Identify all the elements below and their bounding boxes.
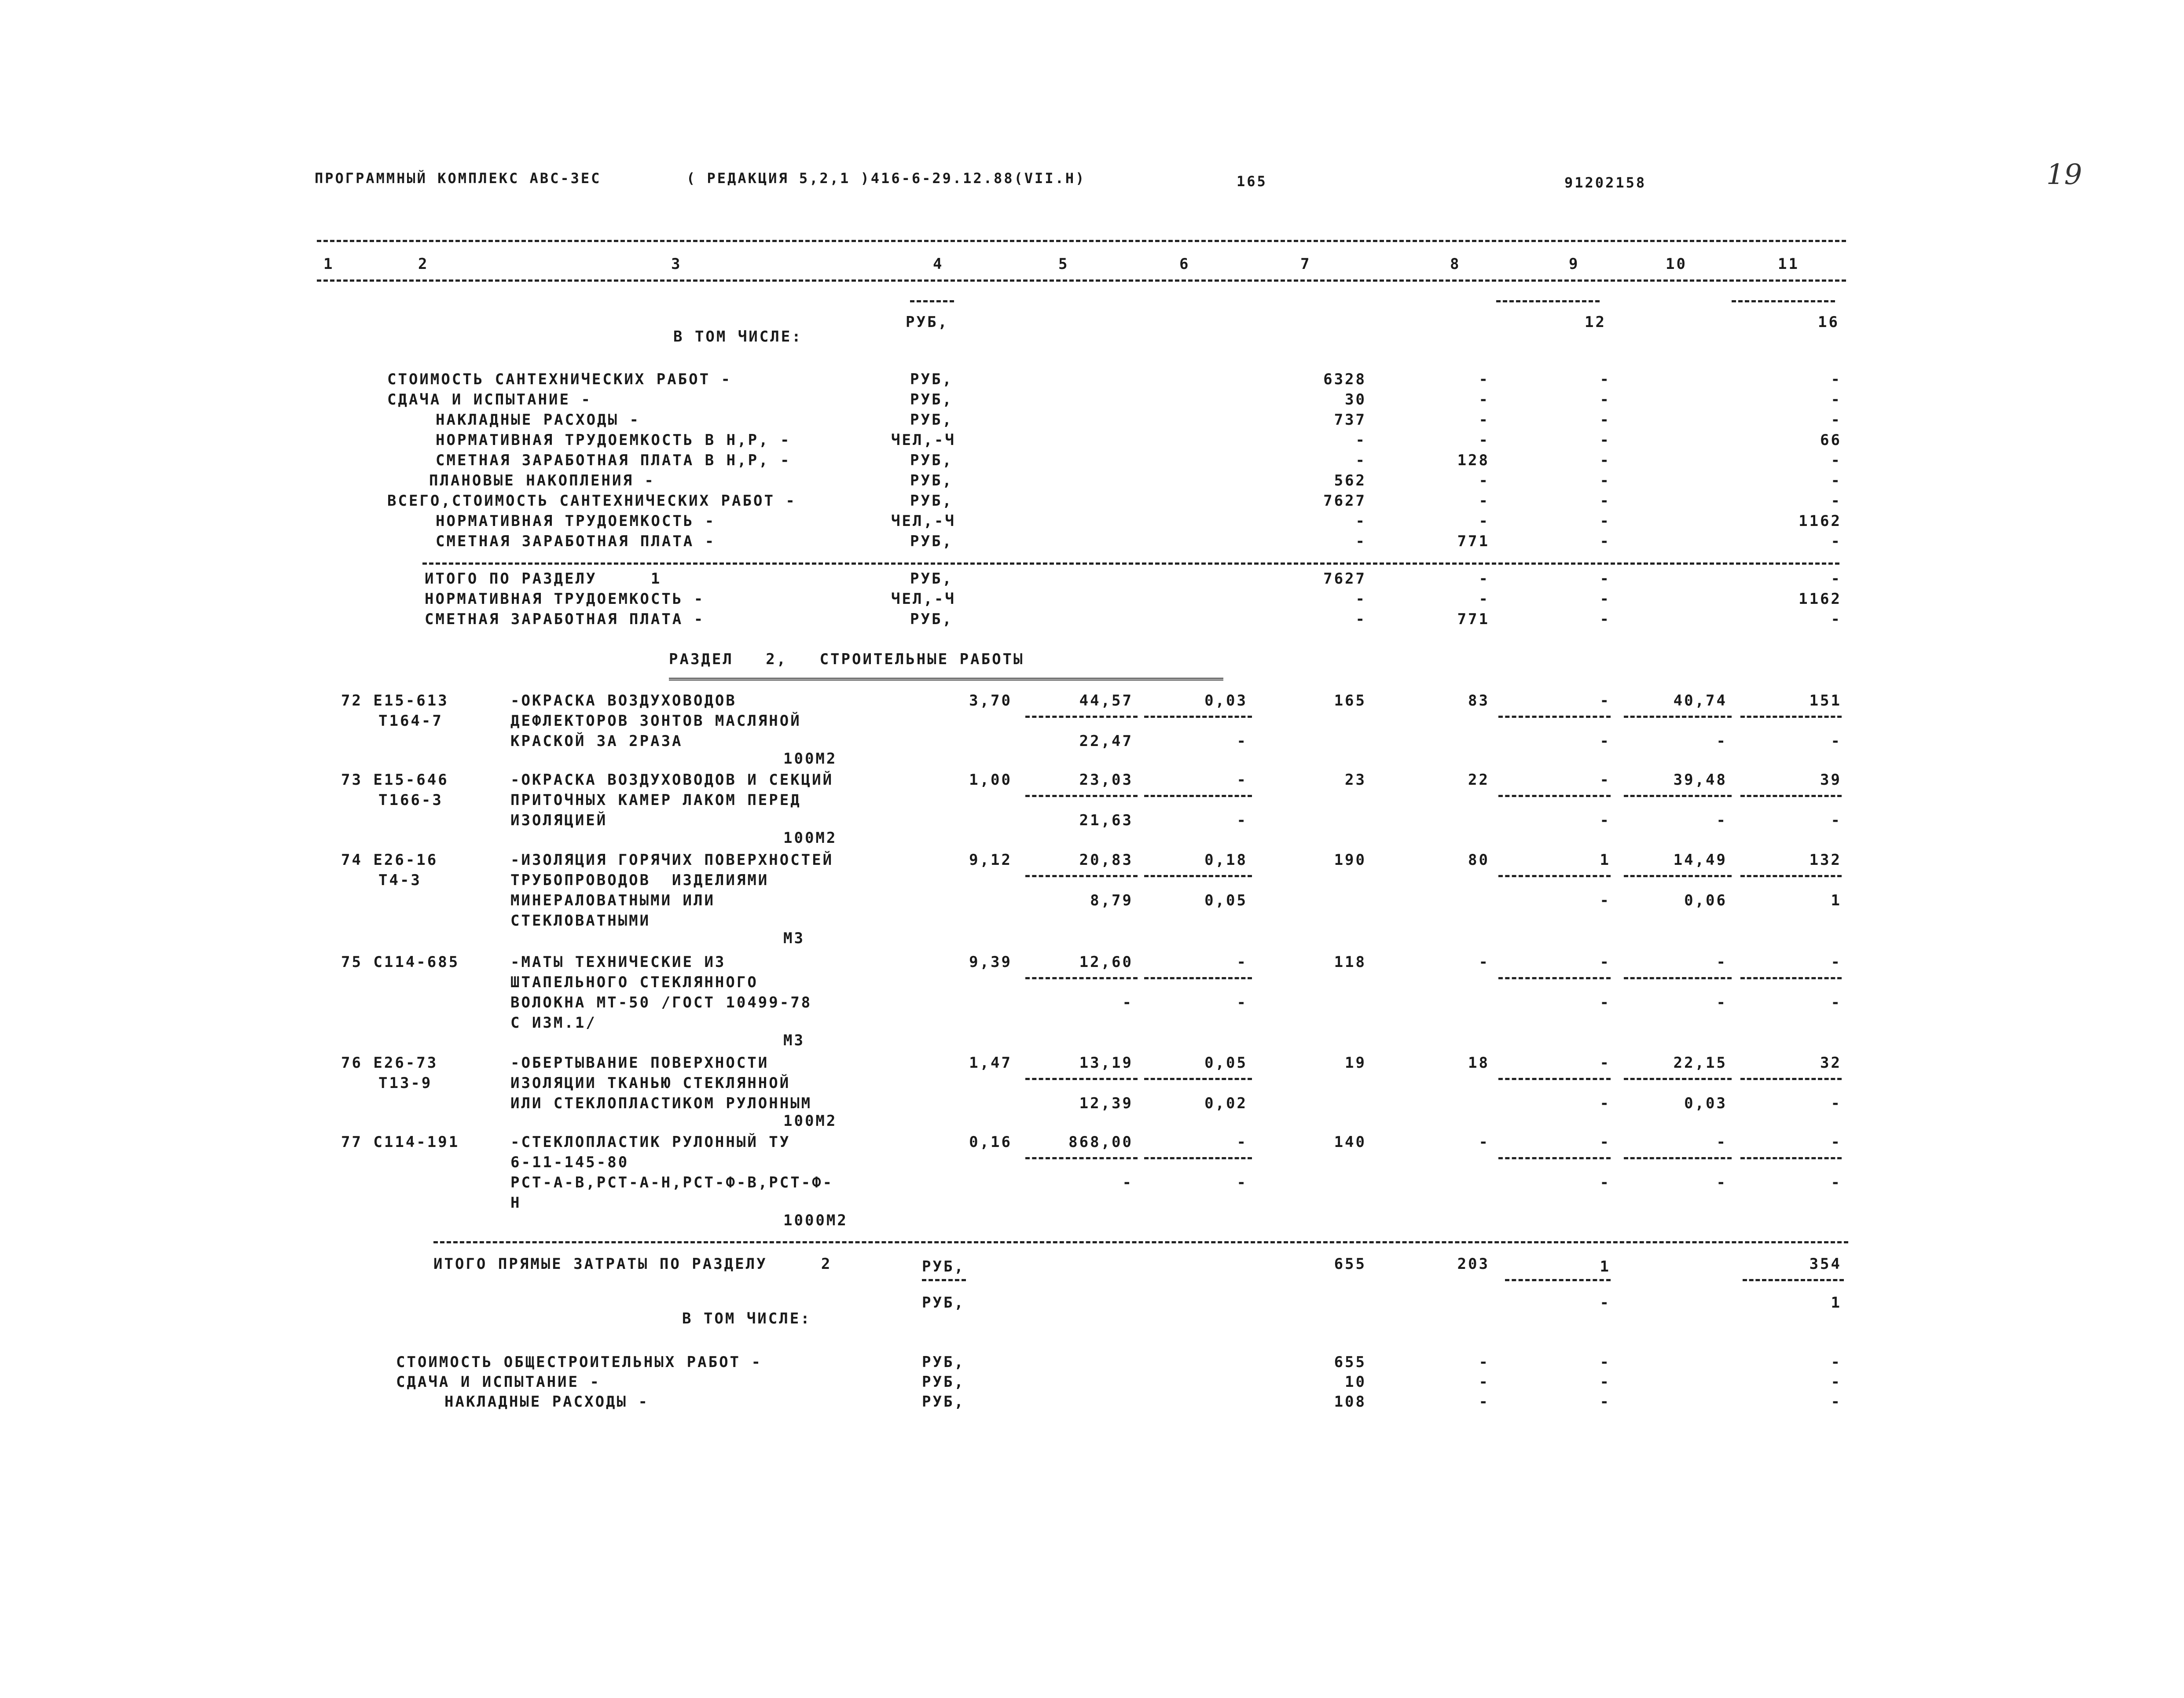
item-code: 77 С114-191 — [341, 1133, 460, 1151]
cell-c6: - — [1237, 812, 1248, 829]
cell-c9: - — [1600, 1353, 1611, 1371]
cell-c8: - — [1479, 472, 1490, 489]
cell-c8: 203 — [1457, 1255, 1490, 1273]
subtotal-dash — [910, 300, 954, 302]
summary-label: ИТОГО ПО РАЗДЕЛУ 1 — [425, 570, 662, 588]
cell-c7: 655 — [1334, 1255, 1366, 1273]
cell-c8: - — [1479, 431, 1490, 449]
cell-c6: 0,18 — [1204, 851, 1248, 869]
cell-underline — [1624, 875, 1732, 877]
cell-c6: - — [1237, 771, 1248, 789]
cell-c11: 132 — [1809, 851, 1842, 869]
cell-underline — [1025, 716, 1138, 718]
cell-c7: 190 — [1334, 851, 1366, 869]
cell-c9: - — [1600, 371, 1611, 388]
item-code: 75 С114-685 — [341, 953, 460, 971]
item-description: Н — [510, 1194, 521, 1212]
cell-c10: 0,06 — [1684, 892, 1727, 909]
cell-underline — [1025, 1157, 1138, 1159]
unit: РУБ, — [910, 452, 953, 469]
cell-underline — [1144, 1157, 1252, 1159]
cell-c4: 0,16 — [969, 1133, 1012, 1151]
column-header-5: 5 — [1058, 255, 1069, 273]
cell-c11: 32 — [1820, 1054, 1842, 1072]
item-code: 74 Е26-16 — [341, 851, 438, 869]
cell-underline — [1144, 875, 1252, 877]
unit: РУБ, — [906, 313, 949, 331]
unit: РУБ, — [922, 1393, 965, 1411]
cell-c6: - — [1237, 1174, 1248, 1191]
cell-c7: - — [1355, 610, 1366, 628]
cell-underline — [1624, 1157, 1732, 1159]
cell-c11: - — [1831, 472, 1842, 489]
cell-c4: 1,00 — [969, 771, 1012, 789]
cell-c8: 128 — [1457, 452, 1490, 469]
item-code: 76 Е26-73 — [341, 1054, 438, 1072]
cell-c10: 39,48 — [1673, 771, 1727, 789]
cell-c8: - — [1479, 590, 1490, 608]
cell-c9: - — [1600, 771, 1611, 789]
item-unit: М3 — [783, 930, 805, 947]
item-description: -МАТЫ ТЕХНИЧЕСКИЕ ИЗ — [510, 953, 726, 971]
column-header-11: 11 — [1778, 255, 1799, 273]
column-header-1: 1 — [323, 255, 334, 273]
cell-c8: - — [1479, 570, 1490, 588]
cell-c7: - — [1355, 452, 1366, 469]
summary-label: НОРМАТИВНАЯ ТРУДОЕМКОСТЬ - — [436, 512, 716, 530]
unit: РУБ, — [922, 1294, 965, 1312]
cell-c10: 22,15 — [1673, 1054, 1727, 1072]
cell-underline — [1498, 795, 1611, 797]
cell-c7: 562 — [1334, 472, 1366, 489]
item-code-secondary: Т166-3 — [378, 791, 443, 809]
cell-underline — [1144, 795, 1252, 797]
unit: РУБ, — [922, 1258, 965, 1275]
cell-c5: - — [1122, 1174, 1133, 1191]
cell-c9: - — [1600, 590, 1611, 608]
summary-label: СТОИМОСТЬ САНТЕХНИЧЕСКИХ РАБОТ - — [387, 371, 732, 388]
cell-c10: - — [1716, 1133, 1727, 1151]
cell-c11: - — [1831, 371, 1842, 388]
cell-c7: 7627 — [1323, 570, 1366, 588]
item-unit: 100М2 — [783, 829, 837, 847]
cell-c11: - — [1831, 452, 1842, 469]
column-header-6: 6 — [1179, 255, 1190, 273]
cell-c8: - — [1479, 411, 1490, 429]
cell-underline — [1498, 875, 1611, 877]
cell-c8: 18 — [1468, 1054, 1490, 1072]
column-header-7: 7 — [1300, 255, 1311, 273]
unit: РУБ, — [910, 570, 953, 588]
cell-c11: - — [1831, 570, 1842, 588]
cell-c5: - — [1122, 994, 1133, 1011]
cell-c11: 39 — [1820, 771, 1842, 789]
summary-label: СДАЧА И ИСПЫТАНИЕ - — [396, 1373, 601, 1391]
summary-label: НОРМАТИВНАЯ ТРУДОЕМКОСТЬ В Н,Р, - — [436, 431, 791, 449]
item-code: 72 Е15-613 — [341, 692, 449, 709]
item-unit: 100М2 — [783, 750, 837, 768]
cell-c8: 771 — [1457, 533, 1490, 550]
cell-c9: - — [1600, 431, 1611, 449]
document-code: 91202158 — [1564, 174, 1647, 191]
item-description: РСТ-А-В,РСТ-А-Н,РСТ-Ф-В,РСТ-Ф- — [510, 1174, 834, 1191]
header-rule-bottom — [317, 279, 1846, 282]
cell-underline — [1498, 716, 1611, 718]
cell-c9: - — [1600, 452, 1611, 469]
cell-c9: - — [1600, 1294, 1611, 1312]
cell-c7: 23 — [1345, 771, 1366, 789]
summary-label: СМЕТНАЯ ЗАРАБОТНАЯ ПЛАТА В Н,Р, - — [436, 452, 791, 469]
item-description: -ОБЕРТЫВАНИЕ ПОВЕРХНОСТИ — [510, 1054, 769, 1072]
summary-label: ПЛАНОВЫЕ НАКОПЛЕНИЯ - — [429, 472, 655, 489]
cell-c11: 1162 — [1799, 512, 1842, 530]
cell-c11: - — [1831, 1353, 1842, 1371]
cell-c10: - — [1716, 812, 1727, 829]
cell-c6: - — [1237, 732, 1248, 750]
section-rule — [433, 1241, 1848, 1243]
item-unit: 100М2 — [783, 1112, 837, 1130]
cell-c6: 0,05 — [1204, 892, 1248, 909]
unit: РУБ, — [910, 492, 953, 510]
subtotal-dash — [1732, 300, 1835, 302]
cell-c7: 10 — [1345, 1373, 1366, 1391]
section-title: РАЗДЕЛ 2, СТРОИТЕЛЬНЫЕ РАБОТЫ — [669, 651, 1024, 668]
unit: РУБ, — [910, 533, 953, 550]
cell-c9: 1 — [1600, 851, 1611, 869]
item-description: -ОКРАСКА ВОЗДУХОВОДОВ — [510, 692, 737, 709]
cell-underline — [1624, 977, 1732, 979]
cell-underline — [1740, 716, 1842, 718]
program-title: ПРОГРАММНЫЙ КОМПЛЕКС АВС-3ЕС — [315, 170, 602, 187]
cell-c10: - — [1716, 953, 1727, 971]
cell-c6: 0,03 — [1204, 692, 1248, 709]
cell-underline — [1624, 1078, 1732, 1080]
unit: РУБ, — [910, 371, 953, 388]
summary-label: СДАЧА И ИСПЫТАНИЕ - — [387, 391, 592, 408]
subtotal-dash — [1496, 300, 1600, 302]
cell-c9: - — [1600, 472, 1611, 489]
item-description: СТЕКЛОВАТНЫМИ — [510, 912, 651, 930]
cell-c7: 19 — [1345, 1054, 1366, 1072]
cell-c7: 7627 — [1323, 492, 1366, 510]
cell-c9: - — [1600, 892, 1611, 909]
item-description: ШТАПЕЛЬНОГО СТЕКЛЯННОГО — [510, 974, 758, 991]
cell-c8: - — [1479, 1393, 1490, 1411]
cell-c7: 737 — [1334, 411, 1366, 429]
cell-c5: 13,19 — [1079, 1054, 1133, 1072]
cell-c10: - — [1716, 994, 1727, 1011]
cell-c5: 8,79 — [1090, 892, 1133, 909]
cell-underline — [1743, 1279, 1844, 1281]
cell-c7: 30 — [1345, 391, 1366, 408]
cell-c9: - — [1600, 812, 1611, 829]
cell-underline — [1144, 1078, 1252, 1080]
including-label: В ТОМ ЧИСЛЕ: — [673, 328, 803, 345]
cell-underline — [1740, 1078, 1842, 1080]
unit: РУБ, — [910, 391, 953, 408]
unit: ЧЕЛ,-Ч — [891, 512, 956, 530]
item-description: -ОКРАСКА ВОЗДУХОВОДОВ И СЕКЦИЙ — [510, 771, 834, 789]
cell-c11: - — [1831, 1373, 1842, 1391]
cell-underline — [1025, 1078, 1138, 1080]
cell-c11: - — [1831, 411, 1842, 429]
cell-c8: - — [1479, 391, 1490, 408]
cell-c11: - — [1831, 812, 1842, 829]
item-code: 73 Е15-646 — [341, 771, 449, 789]
cell-c5: 12,60 — [1079, 953, 1133, 971]
cell-c11: - — [1831, 1095, 1842, 1112]
cell-c10: 40,74 — [1673, 692, 1727, 709]
cell-underline — [1498, 977, 1611, 979]
cell-c10: 14,49 — [1673, 851, 1727, 869]
cell-c5: 20,83 — [1079, 851, 1133, 869]
cell-c7: 165 — [1334, 692, 1366, 709]
cell-c8: - — [1479, 953, 1490, 971]
cell-c11: - — [1831, 1133, 1842, 1151]
cell-c7: 140 — [1334, 1133, 1366, 1151]
cell-c11: - — [1831, 1393, 1842, 1411]
item-description: ТРУБОПРОВОДОВ ИЗДЕЛИЯМИ — [510, 871, 769, 889]
cell-c6: - — [1237, 953, 1248, 971]
cell-underline — [1144, 716, 1252, 718]
cell-c4: 3,70 — [969, 692, 1012, 709]
cell-c11: - — [1831, 994, 1842, 1011]
summary-label: НАКЛАДНЫЕ РАСХОДЫ - — [444, 1393, 649, 1411]
cell-c9: - — [1600, 994, 1611, 1011]
cell-underline — [1025, 977, 1138, 979]
item-unit: 1000М2 — [783, 1212, 848, 1229]
page-number: 165 — [1237, 173, 1267, 190]
unit: РУБ, — [910, 610, 953, 628]
column-header-9: 9 — [1569, 255, 1580, 273]
cell-underline — [1740, 1157, 1842, 1159]
column-header-2: 2 — [418, 255, 429, 273]
summary-label: СТОИМОСТЬ ОБЩЕСТРОИТЕЛЬНЫХ РАБОТ - — [396, 1353, 762, 1371]
cell-underline — [1498, 1078, 1611, 1080]
cell-c8: - — [1479, 1373, 1490, 1391]
cell-c11: 1 — [1831, 892, 1842, 909]
cell-c4: 9,39 — [969, 953, 1012, 971]
cell-underline — [1740, 875, 1842, 877]
cell-c7: - — [1355, 512, 1366, 530]
cell-c6: - — [1237, 1133, 1248, 1151]
cell-underline — [1025, 795, 1138, 797]
summary-label: ВСЕГО,СТОИМОСТЬ САНТЕХНИЧЕСКИХ РАБОТ - — [387, 492, 797, 510]
cell-c7: - — [1355, 533, 1366, 550]
cell-underline — [1624, 795, 1732, 797]
item-unit: М3 — [783, 1032, 805, 1049]
cell-c9: - — [1600, 1095, 1611, 1112]
cell-c8: - — [1479, 371, 1490, 388]
cell-c11: 354 — [1809, 1255, 1842, 1273]
cell-c9: - — [1600, 1373, 1611, 1391]
cell-c7: 118 — [1334, 953, 1366, 971]
unit: РУБ, — [910, 411, 953, 429]
cell-c11: - — [1831, 1174, 1842, 1191]
cell-c5: 44,57 — [1079, 692, 1133, 709]
cell-c5: 21,63 — [1079, 812, 1133, 829]
unit: РУБ, — [922, 1373, 965, 1391]
cell-c8: - — [1479, 1353, 1490, 1371]
summary-label: СМЕТНАЯ ЗАРАБОТНАЯ ПЛАТА - — [436, 533, 716, 550]
cell-c11: - — [1831, 732, 1842, 750]
unit: РУБ, — [922, 1353, 965, 1371]
cell-underline — [1624, 716, 1732, 718]
item-description: ИЗОЛЯЦИИ ТКАНЬЮ СТЕКЛЯННОЙ — [510, 1074, 791, 1092]
cell-c9: - — [1600, 1174, 1611, 1191]
cell-c9: - — [1600, 391, 1611, 408]
cell-c9: 1 — [1600, 1258, 1611, 1275]
cell-c11: 1 — [1831, 1294, 1842, 1312]
cell-c11: 1162 — [1799, 590, 1842, 608]
cell-col11: 16 — [1818, 313, 1839, 331]
edition-info: ( РЕДАКЦИЯ 5,2,1 )416-6-29.12.88(VII.Н) — [686, 170, 1086, 187]
unit: ЧЕЛ,-Ч — [891, 431, 956, 449]
cell-c9: - — [1600, 610, 1611, 628]
column-header-4: 4 — [933, 255, 944, 273]
cell-c10: - — [1716, 1174, 1727, 1191]
cell-c11: - — [1831, 953, 1842, 971]
item-description: ИЛИ СТЕКЛОПЛАСТИКОМ РУЛОННЫМ — [510, 1095, 812, 1112]
column-header-8: 8 — [1450, 255, 1461, 273]
cell-c9: - — [1600, 512, 1611, 530]
item-description: С ИЗМ.1/ — [510, 1014, 597, 1032]
column-header-3: 3 — [671, 255, 682, 273]
cell-c5: 23,03 — [1079, 771, 1133, 789]
cell-c7: - — [1355, 590, 1366, 608]
cell-underline — [922, 1279, 966, 1281]
item-description: -СТЕКЛОПЛАСТИК РУЛОННЫЙ ТУ — [510, 1133, 791, 1151]
including-label: В ТОМ ЧИСЛЕ: — [682, 1310, 811, 1327]
cell-col9: 12 — [1585, 313, 1606, 331]
column-header-10: 10 — [1666, 255, 1687, 273]
cell-c9: - — [1600, 411, 1611, 429]
handwritten-page-number: 19 — [2046, 158, 2082, 191]
cell-c4: 1,47 — [969, 1054, 1012, 1072]
cell-c11: - — [1831, 610, 1842, 628]
unit: ЧЕЛ,-Ч — [891, 590, 956, 608]
cell-c6: - — [1237, 994, 1248, 1011]
cell-underline — [1505, 1279, 1611, 1281]
cell-c5: 868,00 — [1068, 1133, 1133, 1151]
cell-c9: - — [1600, 570, 1611, 588]
section-rule — [422, 562, 1839, 565]
item-description: ИЗОЛЯЦИЕЙ — [510, 812, 608, 829]
cell-underline — [1498, 1157, 1611, 1159]
cell-c8: 83 — [1468, 692, 1490, 709]
summary-label: СМЕТНАЯ ЗАРАБОТНАЯ ПЛАТА - — [425, 610, 705, 628]
cell-c9: - — [1600, 533, 1611, 550]
cell-c8: - — [1479, 1133, 1490, 1151]
cell-c8: - — [1479, 492, 1490, 510]
cell-c9: - — [1600, 1393, 1611, 1411]
cell-c8: 771 — [1457, 610, 1490, 628]
cell-c9: - — [1600, 1054, 1611, 1072]
cell-c8: 22 — [1468, 771, 1490, 789]
cell-underline — [1144, 977, 1252, 979]
item-description: ДЕФЛЕКТОРОВ ЗОНТОВ МАСЛЯНОЙ — [510, 712, 801, 730]
cell-c7: 6328 — [1323, 371, 1366, 388]
cell-c7: 655 — [1334, 1353, 1366, 1371]
cell-c8: 80 — [1468, 851, 1490, 869]
summary-label: НАКЛАДНЫЕ РАСХОДЫ - — [436, 411, 640, 429]
total-label: ИТОГО ПРЯМЫЕ ЗАТРАТЫ ПО РАЗДЕЛУ 2 — [433, 1255, 832, 1273]
item-description: ВОЛОКНА МТ-50 /ГОСТ 10499-78 — [510, 994, 812, 1011]
cell-c7: 108 — [1334, 1393, 1366, 1411]
cell-c9: - — [1600, 953, 1611, 971]
cell-c11: 66 — [1820, 431, 1842, 449]
cell-c11: - — [1831, 391, 1842, 408]
item-description: 6-11-145-80 — [510, 1154, 629, 1171]
section-title-underline — [669, 678, 1223, 680]
item-description: -ИЗОЛЯЦИЯ ГОРЯЧИХ ПОВЕРХНОСТЕЙ — [510, 851, 834, 869]
cell-c9: - — [1600, 1133, 1611, 1151]
cell-c11: 151 — [1809, 692, 1842, 709]
item-code-secondary: Т4-3 — [378, 871, 422, 889]
cell-c5: 22,47 — [1079, 732, 1133, 750]
summary-label: НОРМАТИВНАЯ ТРУДОЕМКОСТЬ - — [425, 590, 705, 608]
cell-c9: - — [1600, 492, 1611, 510]
cell-c9: - — [1600, 732, 1611, 750]
unit: РУБ, — [910, 472, 953, 489]
item-code-secondary: Т164-7 — [378, 712, 443, 730]
cell-c5: 12,39 — [1079, 1095, 1133, 1112]
cell-c6: 0,02 — [1204, 1095, 1248, 1112]
cell-underline — [1740, 977, 1842, 979]
cell-c6: 0,05 — [1204, 1054, 1248, 1072]
item-description: МИНЕРАЛОВАТНЫМИ ИЛИ — [510, 892, 715, 909]
cell-underline — [1025, 875, 1138, 877]
cell-c9: - — [1600, 692, 1611, 709]
cell-c11: - — [1831, 492, 1842, 510]
cell-c10: - — [1716, 732, 1727, 750]
cell-c11: - — [1831, 533, 1842, 550]
cell-underline — [1740, 795, 1842, 797]
item-code-secondary: Т13-9 — [378, 1074, 433, 1092]
header-rule-top — [317, 240, 1846, 242]
cell-c4: 9,12 — [969, 851, 1012, 869]
cell-c10: 0,03 — [1684, 1095, 1727, 1112]
item-description: КРАСКОЙ ЗА 2РАЗА — [510, 732, 683, 750]
item-description: ПРИТОЧНЫХ КАМЕР ЛАКОМ ПЕРЕД — [510, 791, 801, 809]
cell-c8: - — [1479, 512, 1490, 530]
cell-c7: - — [1355, 431, 1366, 449]
